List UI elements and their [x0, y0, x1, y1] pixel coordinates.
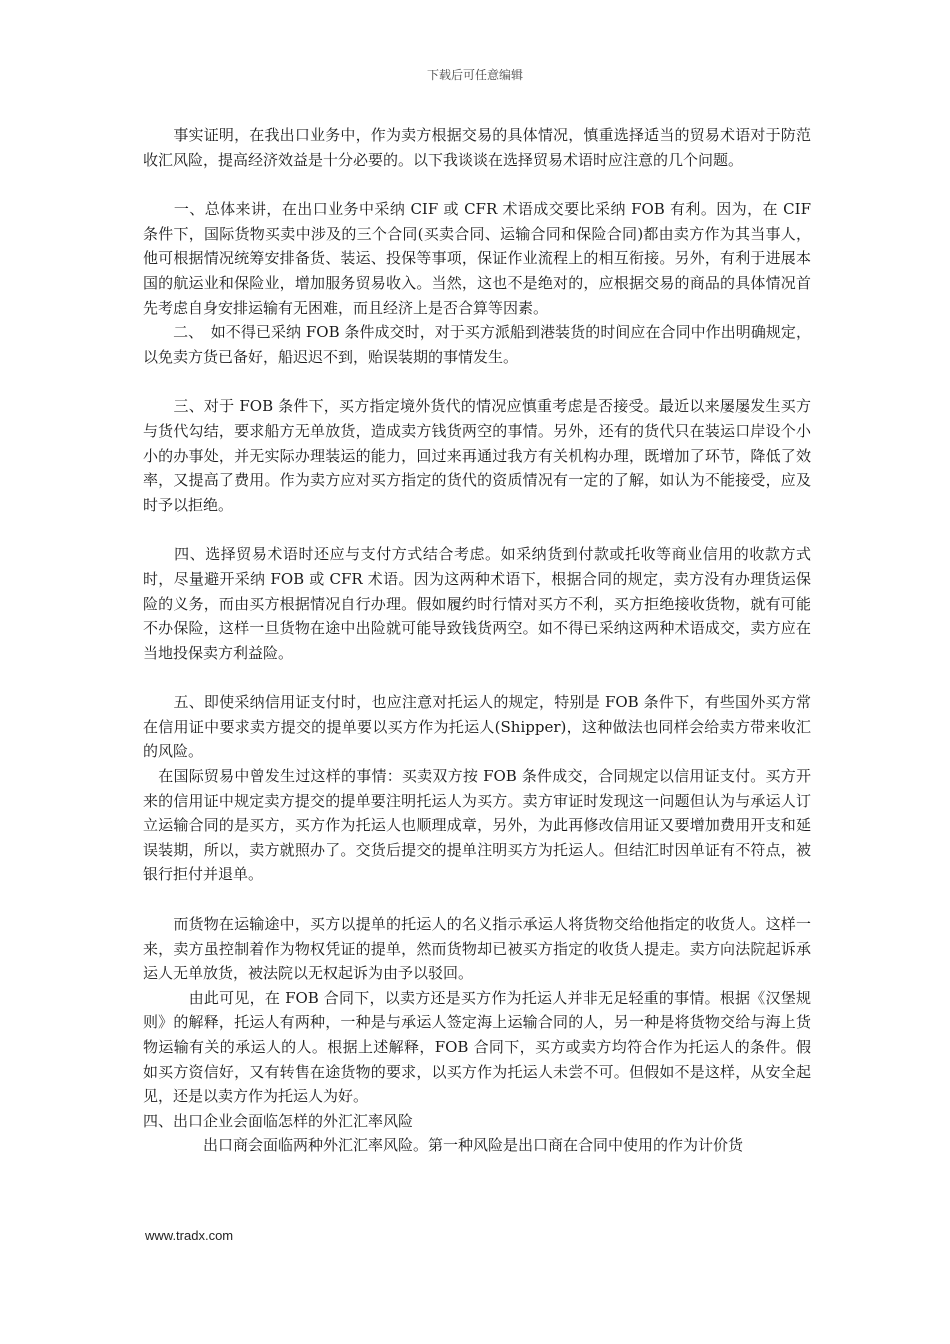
- page-footer-url: www.tradx.com: [145, 1228, 234, 1243]
- paragraph-point-4: 四、选择贸易术语时还应与支付方式结合考虑。如采纳货到付款或托收等商业信用的收款方式时，尽量避开采纳 FOB 或 CFR 术语。因为这两种术语下，根据合同的规定，卖方没有办理货运保险的义务，而由买方根据情况自行办理。假如履约时行情对买方不利，买方拒绝接收货物，就有可能不办保险，这样一旦货物在途中出险就可能导致钱货两空。如不得已采纳这两种术语成交，卖方应在当地投保卖方利益险。: [143, 545, 811, 662]
- paragraph-spacer: [143, 665, 811, 690]
- paragraph-case-continued: 而货物在运输途中，买方以提单的托运人的名义指示承运人将货物交给他指定的收货人。这样一来，卖方虽控制着作为物权凭证的提单，然而货物却已被买方指定的收货人提走。卖方向法院起诉承运人无单放货，被法院以无权起诉为由予以驳回。: [143, 915, 811, 983]
- paragraph-case: 在国际贸易中曾发生过这样的事情：买卖双方按 FOB 条件成交，合同规定以信用证支付。买方开来的信用证中规定卖方提交的提单要注明托运人为买方。卖方审证时发现这一问题但认为与承运人订立运输合同的是买方，买方作为托运人也顺理成章，另外，为此再修改信用证又要增加费用开支和延误装期，所以，卖方就照办了。交货后提交的提单注明买方为托运人。但结汇时因单证有不符点，被银行拒付并退单。: [143, 767, 811, 884]
- paragraph-point-1: 一、总体来讲，在出口业务中采纳 CIF 或 CFR 术语成交要比采纳 FOB 有利。因为，在 CIF 条件下，国际货物买卖中涉及的三个合同(买卖合同、运输合同和保险合同)都由卖方作为其当事人，他可根据情况统筹安排备货、装运、投保等事项，保证作业流程上的相互衔接。另外，有利于进展本国的航运业和保险业，增加服务贸易收入。当然，这也不是绝对的，应根据交易的商品的具体情况首先考虑自身安排运输有无困难，而且经济上是否合算等因素。: [143, 200, 811, 317]
- paragraph-spacer: [143, 887, 811, 912]
- paragraph-point-5: 五、即使采纳信用证支付时，也应注意对托运人的规定，特别是 FOB 条件下，有些国外买方常在信用证中要求卖方提交的提单要以买方作为托运人(Shipper)，这种做法也同样会给卖方带来收汇的风险。: [143, 693, 811, 761]
- paragraph-intro: 事实证明，在我出口业务中，作为卖方根据交易的具体情况，慎重选择适当的贸易术语对于防范收汇风险，提高经济效益是十分必要的。以下我谈谈在选择贸易术语时应注意的几个问题。: [143, 126, 811, 169]
- paragraph-fx-risk: 出口商会面临两种外汇汇率风险。第一种风险是出口商在合同中使用的作为计价货: [143, 1136, 744, 1155]
- paragraph-conclusion: 由此可见，在 FOB 合同下，以卖方还是买方作为托运人并非无足轻重的事情。根据《汉堡规则》的解释，托运人有两种，一种是与承运人签定海上运输合同的人，另一种是将货物交给与海上货物运输有关的承运人的人。根据上述解释，FOB 合同下，买方或卖方均符合作为托运人的条件。假如买方资信好，又有转售在途货物的要求，以买方作为托运人未尝不可。但假如不是这样，从安全起见，还是以卖方作为托运人为好。: [143, 988, 811, 1106]
- document-body: [143, 123, 811, 1158]
- paragraph-spacer: [143, 369, 811, 394]
- page-header: 下载后可任意编辑: [426, 68, 523, 82]
- paragraph-point-2: 二、 如不得已采纳 FOB 条件成交时，对于买方派船到港装货的时间应在合同中作出明确规定，以免卖方货已备好，船迟迟不到，贻误装期的事情发生。: [143, 323, 811, 366]
- paragraph-point-3: 三、对于 FOB 条件下，买方指定境外货代的情况应慎重考虑是否接受。最近以来屡屡发生买方与货代勾结，要求船方无单放货，造成卖方钱货两空的事情。另外，还有的货代只在装运口岸设个小小的办事处，并无实际办理装运的能力，回过来再通过我方有关机构办理，既增加了环节，降低了效率，又提高了费用。作为卖方应对买方指定的货代的资质情况有一定的了解，如认为不能接受，应及时予以拒绝。: [143, 397, 811, 514]
- section-heading: 四、出口企业会面临怎样的外汇汇率风险: [143, 1111, 414, 1130]
- paragraph-spacer: [143, 517, 811, 542]
- paragraph-spacer: [143, 172, 811, 197]
